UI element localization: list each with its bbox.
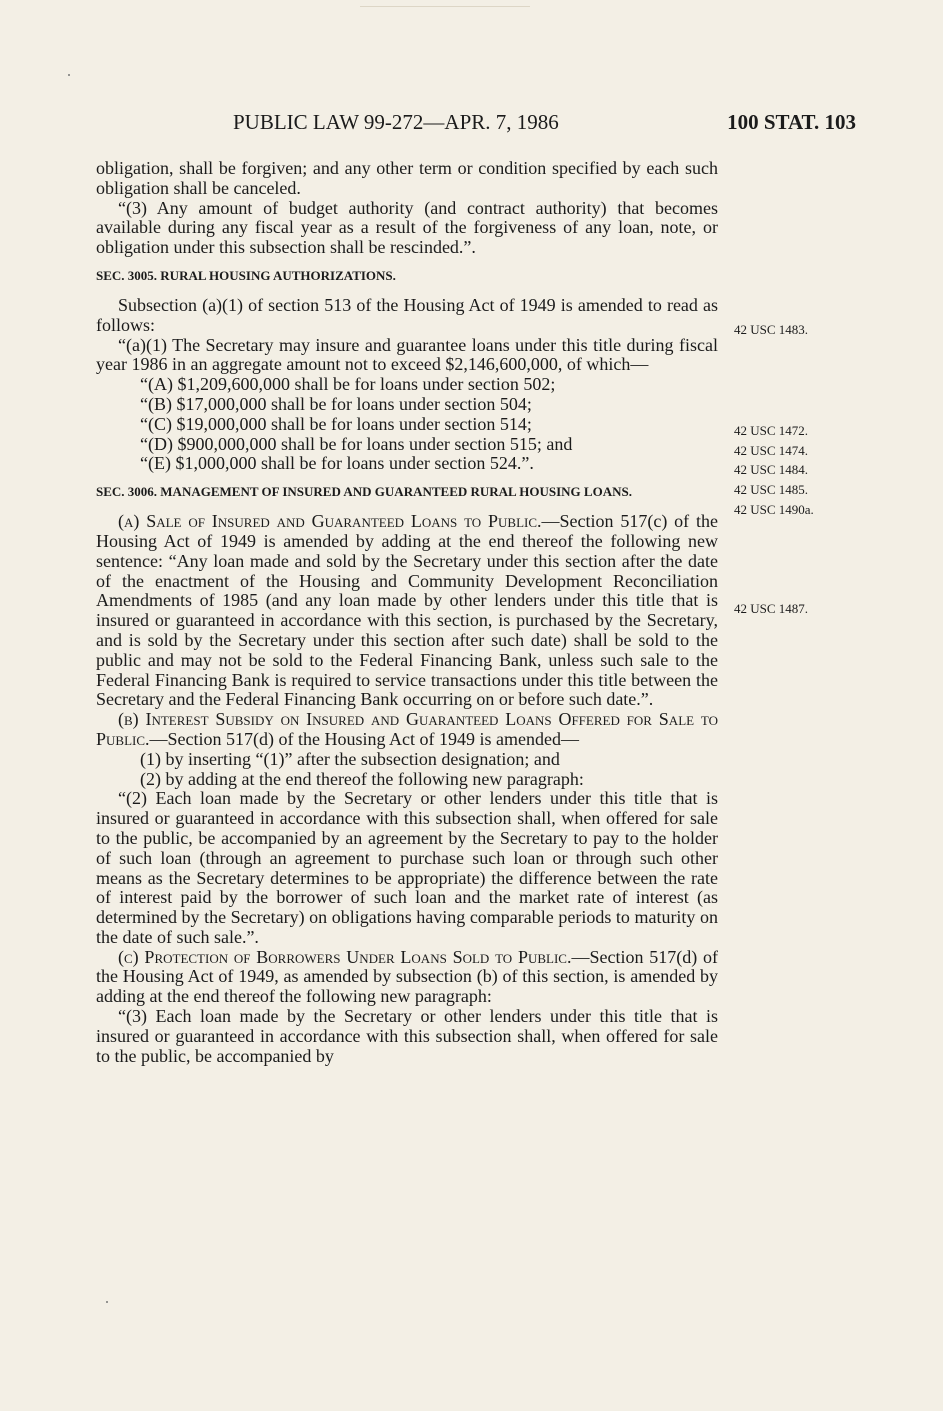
subsection-a-heading: (a) Sale of Insured and Guaranteed Loans to Public.—	[118, 511, 560, 532]
section-heading-3006: SEC. 3006. MANAGEMENT OF INSURED AND GUARANTEED RURAL HOUSING LOANS.	[96, 484, 632, 500]
margin-note: 42 USC 1484.	[734, 462, 809, 477]
paragraph: “(a)(1) The Secretary may insure and guarantee loans under this title during fiscal year 1986 in an aggregate amount not to exceed $2,146,600,000, of which—	[96, 334, 718, 375]
body-text	[96, 159, 718, 1066]
margin-note: 42 USC 1490a.	[734, 502, 814, 517]
subsection-c-text: Section 517(d) of the Housing Act of 1949, as amended by subsection (b) of this section, is amended by adding at the end thereof the following new paragraph:	[96, 946, 718, 1007]
list-item-d: “(D) $900,000,000 shall be for loans under section 515; and	[140, 433, 573, 454]
subsection-b	[96, 710, 718, 750]
margin-note: 42 USC 1487.	[734, 601, 809, 616]
paragraph: “(3) Any amount of budget authority (and contract authority) that becomes available during any fiscal year as a result of the forgiveness of any loan, note, or obligation under this subsection shall be rescinded.”.	[96, 197, 718, 258]
subsection-a	[96, 512, 718, 710]
header-stat-citation: 100 STAT. 103	[727, 110, 856, 134]
margin-note: 42 USC 1485.	[734, 482, 809, 497]
subsection-c-heading: (c) Protection of Borrowers Under Loans Sold to Public.—	[118, 946, 590, 967]
subsection-b-heading: (b) Interest Subsidy on Insured and Guaranteed Loans Offered for Sale to Public.—	[96, 709, 718, 749]
bleed-through-mark	[360, 0, 530, 7]
list-item-b: “(B) $17,000,000 shall be for loans under section 504;	[140, 393, 532, 414]
list-item-b1: (1) by inserting “(1)” after the subsection designation; and	[140, 748, 560, 769]
section-heading-3005: SEC. 3005. RURAL HOUSING AUTHORIZATIONS.	[96, 267, 396, 283]
list-item-e: “(E) $1,000,000 shall be for loans under section 524.”.	[140, 453, 534, 474]
list-item-b2: (2) by adding at the end thereof the following new paragraph:	[140, 768, 584, 789]
page-header	[96, 110, 856, 140]
header-title: PUBLIC LAW 99-272—APR. 7, 1986	[233, 110, 559, 134]
subsection-b-text: Section 517(d) of the Housing Act of 1949 is amended—	[167, 728, 579, 749]
list-item-a: “(A) $1,209,600,000 shall be for loans under section 502;	[140, 374, 556, 395]
scan-speck	[68, 74, 70, 76]
margin-note: 42 USC 1472.	[734, 423, 809, 438]
paragraph: Subsection (a)(1) of section 513 of the Housing Act of 1949 is amended to read as follows:	[96, 294, 718, 335]
subsection-a-text: Section 517(c) of the Housing Act of 1949 is amended by adding at the end thereof the following new sentence: “Any loan made and sold by the Secretary under this section after the date of the enactment of the Housing and Community Development Reconciliation Amendments of 1985 (and any loan made by other lenders under this title that is insured or guaranteed in accordance with this section, is purchased by the Secretary, and is sold by the Secretary under this section after such date) shall be sold to the public and may not be sold to the Federal Financing Bank, unless such sale to the Federal Financing Bank is required to service transactions under this title between the Secretary and the Federal Financing Bank occurring on or before such date.”.	[96, 511, 719, 710]
margin-note: 42 USC 1474.	[734, 443, 809, 458]
paragraph: “(2) Each loan made by the Secretary or other lenders under this title that is insured or guaranteed in accordance with this subsection shall, when offered for sale to the public, be accompanied by an agreement by the Secretary to pay to the holder of such loan (through an agreement to purchase such loan or through such other means as the Secretary determines to be appropriate) the difference between the rate of interest paid by the borrower of such loan and the market rate of interest (as determined by the Secretary) on obligations having comparable periods to maturity on the date of such sale.”.	[96, 788, 718, 947]
margin-note: 42 USC 1483.	[734, 322, 809, 337]
paragraph: obligation, shall be forgiven; and any other term or condition specified by each such obligation shall be canceled.	[96, 158, 718, 198]
subsection-c	[96, 948, 718, 1007]
list-item-c: “(C) $19,000,000 shall be for loans under section 514;	[140, 413, 532, 434]
paragraph: “(3) Each loan made by the Secretary or other lenders under this title that is insured or guaranteed in accordance with this subsection shall, when offered for sale to the public, be accompanied by	[96, 1006, 718, 1066]
scan-speck	[106, 1301, 108, 1303]
